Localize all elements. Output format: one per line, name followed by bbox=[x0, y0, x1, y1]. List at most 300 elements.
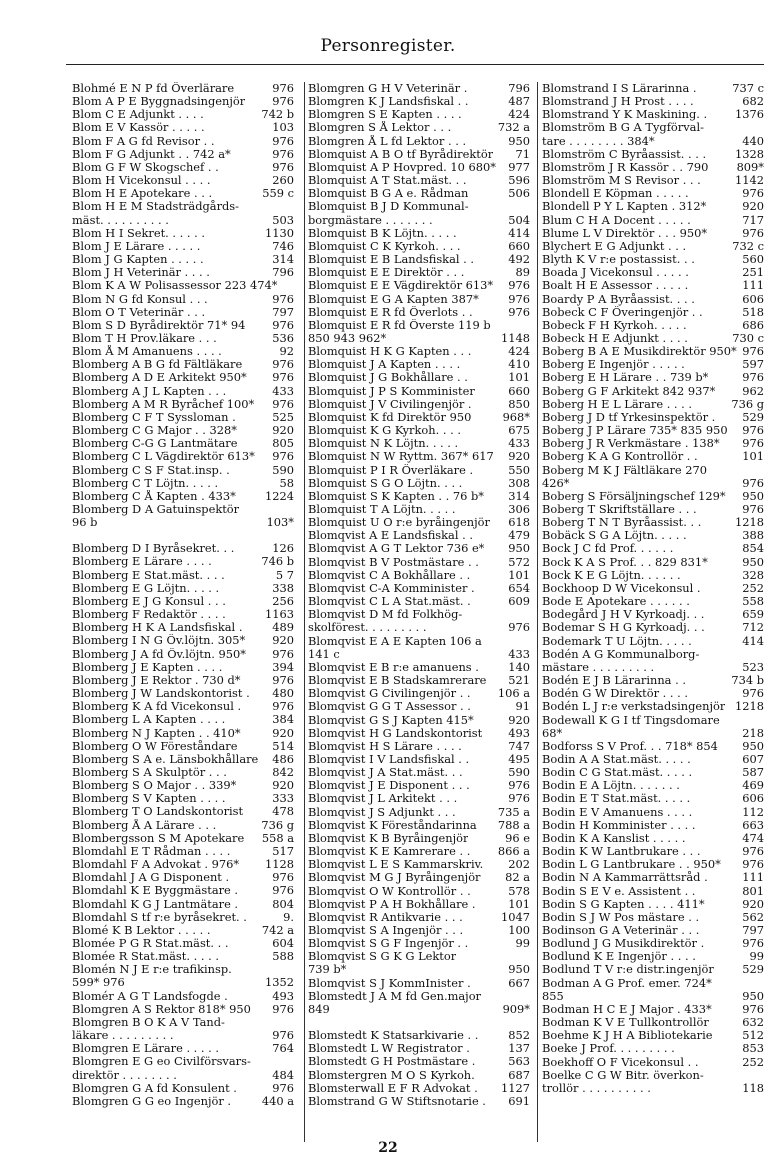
entry-name: Blomquist B G A e. Rådman bbox=[308, 187, 469, 201]
entry-name: Blomquist J G Bokhållare . . bbox=[308, 371, 468, 385]
entry-page-ref: 495 bbox=[508, 751, 530, 766]
entry-page-ref: 736 g bbox=[731, 396, 764, 411]
entry-page-ref: 503 bbox=[272, 212, 294, 227]
entry-page-ref: 1128 bbox=[265, 857, 294, 872]
entry-name: Blum C H A Docent . . . . . bbox=[542, 213, 691, 227]
entry-page-ref: 976 bbox=[272, 396, 294, 411]
entry-name: Blyth K V r:e postassist. . . bbox=[542, 253, 695, 267]
register-entry bbox=[72, 279, 294, 292]
entry-page-ref: 71 bbox=[515, 146, 530, 161]
entry-name: Blomberg C Å Kapten . 433* bbox=[72, 489, 236, 503]
entry-name: mäst. . . . . . . . . . bbox=[72, 213, 169, 227]
entry-page-ref: 529 bbox=[742, 409, 764, 424]
entry-name: Blomdahl F A Advokat . 976* bbox=[72, 858, 240, 872]
register-entry bbox=[542, 1056, 764, 1069]
entry-page-ref: 597 bbox=[742, 357, 764, 372]
register-entry bbox=[542, 135, 764, 148]
entry-page-ref: 691 bbox=[508, 1093, 530, 1108]
entry-name: Blomquist T A Löjtn. . . . . bbox=[308, 503, 456, 516]
entry-name: Blomberg A D E Arkitekt 950* bbox=[72, 371, 247, 385]
register-entry bbox=[542, 95, 764, 108]
entry-name: Blomqvist G S J Kapten 415* bbox=[308, 713, 474, 727]
entry-page-ref: 809* bbox=[736, 159, 764, 174]
register-entry bbox=[72, 371, 294, 384]
entry-page-ref: 484 bbox=[272, 1067, 294, 1082]
register-column-2 bbox=[308, 82, 530, 1142]
register-entry bbox=[308, 937, 530, 950]
entry-name: Bock K E G Löjtn. . . . . . bbox=[542, 568, 681, 582]
entry-name: Blom H Vicekonsul . . . . bbox=[72, 174, 211, 188]
entry-page-ref: 100 bbox=[508, 923, 530, 937]
entry-name: Bobeck C F Överingenjör . . bbox=[542, 305, 703, 319]
entry-name: Blomstrand I S Lärarinna . bbox=[542, 82, 697, 95]
entry-name: Blondell E Köpman . . . . . bbox=[542, 187, 689, 201]
entry-page-ref: 91 bbox=[515, 699, 530, 714]
entry-page-ref: 486 bbox=[272, 751, 294, 766]
entry-name: Blomberg H K A Landsfiskal . bbox=[72, 621, 243, 635]
register-entry bbox=[542, 582, 764, 595]
entry-page-ref: 976 bbox=[272, 646, 294, 661]
entry-page-ref: 607 bbox=[742, 751, 764, 766]
entry-page-ref: 252 bbox=[742, 1054, 764, 1069]
entry-name: Blomström C Byråassist. . . . bbox=[542, 147, 707, 161]
entry-page-ref: 202 bbox=[508, 857, 530, 872]
entry-page-ref: 842 bbox=[272, 764, 294, 779]
entry-name: Blomberg C L Vägdirektör 613* bbox=[72, 450, 255, 464]
entry-name: Blomqvist M G J Byråingenjör bbox=[308, 871, 481, 885]
entry-name: Blomée R Stat.mäst. . . . . bbox=[72, 950, 219, 964]
register-entry bbox=[72, 832, 294, 845]
entry-page-ref: 96 e bbox=[505, 830, 530, 845]
entry-name: Blomquist N W Ryttm. 367* 617 bbox=[308, 450, 494, 464]
entry-page-ref: 909* bbox=[502, 1001, 530, 1016]
register-entry bbox=[308, 200, 530, 213]
register-entry bbox=[72, 634, 294, 647]
entry-page-ref: 976 bbox=[272, 82, 294, 95]
entry-page-ref: 474 bbox=[742, 830, 764, 845]
entry-name: Bodin S J W Pos mästare . . bbox=[542, 910, 700, 924]
register-entry bbox=[542, 727, 764, 740]
register-entry bbox=[72, 924, 294, 937]
entry-page-ref: 394 bbox=[272, 659, 294, 674]
register-entry bbox=[308, 332, 530, 345]
entry-page-ref: 920 bbox=[742, 896, 764, 911]
register-entry bbox=[542, 963, 764, 976]
entry-name: Bodlund T V r:e distr.ingenjör bbox=[542, 963, 714, 977]
entry-page-ref: 550 bbox=[508, 462, 530, 477]
register-entry bbox=[542, 819, 764, 832]
register-entry bbox=[72, 1055, 294, 1068]
entry-name: Blomqvist L E S Kammarskriv. bbox=[308, 858, 484, 872]
entry-name: Blomquist N K Löjtn. . . . . bbox=[308, 437, 459, 451]
register-entry bbox=[542, 648, 764, 661]
entry-page-ref: 853 bbox=[742, 1041, 764, 1056]
entry-name: Blomstedt L W Registrator . bbox=[308, 1042, 470, 1056]
entry-page-ref: 1224 bbox=[265, 488, 294, 503]
register-entry bbox=[72, 135, 294, 148]
entry-name: Blomqvist P A H Bokhållare . bbox=[308, 897, 476, 911]
entry-page-ref: 976 bbox=[272, 883, 294, 898]
entry-page-ref: 675 bbox=[508, 423, 530, 438]
entry-name: Blomquist B K Löjtn. . . . . bbox=[308, 226, 457, 240]
entry-page-ref: 686 bbox=[742, 317, 764, 332]
register-entry bbox=[72, 477, 294, 490]
register-entry bbox=[542, 700, 764, 713]
entry-name: Blom G F W Skogschef . . bbox=[72, 160, 219, 174]
entry-page-ref: 492 bbox=[508, 252, 530, 267]
entry-name: Blomberg J A fd Öv.löjtn. 950* bbox=[72, 647, 246, 661]
entry-page-ref: 1142 bbox=[735, 173, 764, 188]
register-entry bbox=[308, 845, 530, 858]
entry-name: Blomgren Å L fd Lektor . . . bbox=[308, 134, 467, 148]
entry-page-ref: 950 bbox=[742, 554, 764, 569]
entry-page-ref: 487 bbox=[508, 94, 530, 109]
register-entry bbox=[72, 227, 294, 240]
entry-name: Bodin L G Lantbrukare . . 950* bbox=[542, 858, 721, 872]
register-entry bbox=[308, 95, 530, 108]
entry-name: 68* bbox=[542, 726, 563, 740]
entry-name: Bobeck H E Adjunkt . . . . bbox=[542, 331, 688, 345]
register-entry bbox=[308, 727, 530, 740]
header-rule bbox=[66, 64, 764, 65]
entry-name: Blomdahl E T Rådman . . . . bbox=[72, 844, 231, 858]
register-entry bbox=[542, 424, 764, 437]
entry-page-ref: 804 bbox=[272, 896, 294, 911]
register-entry bbox=[542, 950, 764, 963]
register-entry bbox=[308, 911, 530, 924]
register-entry bbox=[308, 792, 530, 805]
entry-name: Blomqvist S A Ingenjör . . . bbox=[308, 924, 464, 937]
entry-name: Blomberg O W Föreståndare bbox=[72, 739, 238, 753]
entry-name: tare . . . . . . . . 384* bbox=[542, 134, 655, 148]
entry-name: Blom F G Adjunkt . . 742 a* bbox=[72, 147, 231, 161]
entry-name: Blomberg E Stat.mäst. . . . bbox=[72, 568, 225, 582]
entry-name: Blomstedt G H Postmästare . bbox=[308, 1055, 476, 1069]
register-entry bbox=[72, 1016, 294, 1029]
entry-name: Boalt H E Assessor . . . . . bbox=[542, 279, 689, 293]
entry-page-ref: 478 bbox=[272, 804, 294, 819]
register-entry bbox=[308, 161, 530, 174]
entry-name: Boekhoff O F Vicekonsul . . bbox=[542, 1055, 699, 1069]
register-entry bbox=[72, 898, 294, 911]
register-entry bbox=[72, 963, 294, 976]
entry-page-ref: 950 bbox=[508, 962, 530, 977]
entry-name: Blomquist E G A Kapten 387* bbox=[308, 292, 479, 306]
entry-page-ref: 101 bbox=[508, 567, 530, 582]
register-entry bbox=[542, 174, 764, 187]
entry-page-ref: 976 bbox=[272, 672, 294, 687]
register-entry bbox=[72, 332, 294, 345]
entry-page-ref: 730 c bbox=[732, 330, 764, 345]
register-entry bbox=[542, 464, 764, 477]
register-entry bbox=[72, 713, 294, 726]
register-entry bbox=[542, 529, 764, 542]
register-entry bbox=[308, 1029, 530, 1042]
register-entry bbox=[72, 595, 294, 608]
entry-page-ref bbox=[761, 977, 764, 990]
entry-name: Blomberg I N G Öv.löjtn. 305* bbox=[72, 634, 246, 648]
register-entry bbox=[542, 911, 764, 924]
entry-name: Bodin H Komminister . . . . bbox=[542, 818, 696, 832]
entry-name: Blomquist E B Landsfiskal . . bbox=[308, 253, 475, 267]
entry-name: Blomgren K J Landsfiskal . . bbox=[308, 95, 469, 109]
entry-page-ref: 328 bbox=[742, 567, 764, 582]
entry-name: Boberg H E L Lärare . . . . bbox=[542, 397, 693, 411]
entry-name: Blom J E Lärare . . . . . bbox=[72, 239, 201, 253]
entry-name: Blomdahl S tf r:e byråsekret. . bbox=[72, 910, 247, 924]
entry-name: Blomqvist A G T Lektor 736 e* bbox=[308, 542, 485, 556]
entry-page-ref: 58 bbox=[279, 475, 294, 490]
register-entry bbox=[72, 398, 294, 411]
entry-page-ref: 976 bbox=[508, 291, 530, 306]
entry-name: Bobäck S G A Löjtn. . . . . bbox=[542, 529, 687, 543]
register-entry bbox=[72, 911, 294, 924]
entry-page-ref: 920 bbox=[272, 633, 294, 648]
register-entry bbox=[542, 779, 764, 792]
entry-page-ref: 140 bbox=[508, 659, 530, 674]
entry-page-ref bbox=[291, 200, 294, 213]
entry-page-ref: 256 bbox=[272, 593, 294, 608]
entry-name: Boehme K J H A Bibliotekarie bbox=[542, 1029, 713, 1043]
register-entry bbox=[308, 1082, 530, 1095]
entry-name: Blom J H Veterinär . . . . bbox=[72, 266, 210, 280]
register-columns bbox=[72, 82, 762, 1146]
entry-name: Bock K A S Prof. . . 829 831* bbox=[542, 555, 708, 569]
entry-name: Bodin E T Stat.mäst. . . . . bbox=[542, 792, 691, 806]
register-entry bbox=[72, 424, 294, 437]
register-entry bbox=[308, 1016, 530, 1029]
entry-page-ref bbox=[761, 648, 764, 661]
register-entry bbox=[72, 148, 294, 161]
entry-name: Boberg J D tf Yrkesinspektör . bbox=[542, 410, 716, 424]
entry-page-ref: 976 bbox=[272, 1001, 294, 1016]
register-entry bbox=[72, 358, 294, 371]
entry-name: Blomqvist E A E Kapten 106 a bbox=[308, 634, 482, 648]
entry-name: Blomquist U O r:e byråingenjör bbox=[308, 516, 490, 530]
register-entry bbox=[72, 464, 294, 477]
entry-page-ref: 976 bbox=[508, 304, 530, 319]
entry-page-ref: 410 bbox=[508, 357, 530, 372]
register-entry bbox=[308, 700, 530, 713]
register-entry bbox=[308, 306, 530, 319]
entry-page-ref: 976 bbox=[742, 436, 764, 451]
register-entry bbox=[72, 187, 294, 200]
entry-page-ref: 260 bbox=[272, 173, 294, 188]
entry-name: Blombergsson S M Apotekare bbox=[72, 831, 245, 845]
register-entry bbox=[72, 845, 294, 858]
register-entry bbox=[308, 411, 530, 424]
entry-name: Blomberg C G Major . . 328* bbox=[72, 424, 237, 438]
entry-page-ref: 746 bbox=[272, 238, 294, 253]
register-entry bbox=[542, 293, 764, 306]
entry-name: Blom E V Kassör . . . . . bbox=[72, 121, 205, 135]
register-entry bbox=[72, 266, 294, 279]
entry-name: Blychert E G Adjunkt . . . bbox=[542, 239, 687, 253]
entry-page-ref: 480 bbox=[272, 686, 294, 701]
entry-name: Blomqvist B V Postmästare . . bbox=[308, 555, 479, 569]
entry-page-ref: 433 bbox=[508, 646, 530, 661]
register-entry bbox=[542, 279, 764, 292]
register-entry bbox=[542, 371, 764, 384]
entry-name: Boberg B A E Musikdirektör 950* bbox=[542, 345, 737, 359]
entry-page-ref: 433 bbox=[272, 383, 294, 398]
register-entry bbox=[72, 792, 294, 805]
register-entry bbox=[308, 516, 530, 529]
entry-name: Blume L V Direktör . . . 950* bbox=[542, 226, 708, 240]
register-entry bbox=[542, 687, 764, 700]
entry-name: Blomqvist S G K G Lektor bbox=[308, 950, 457, 964]
entry-page-ref bbox=[761, 121, 764, 134]
entry-name: Blomquist E R fd Överste 119 b bbox=[308, 318, 491, 332]
register-entry bbox=[308, 293, 530, 306]
register-entry bbox=[72, 240, 294, 253]
entry-page-ref: 735 a bbox=[497, 804, 530, 819]
entry-name: borgmästare . . . . . . . bbox=[308, 213, 433, 227]
entry-page-ref bbox=[761, 714, 764, 727]
entry-name: Blomqvist R Antikvarie . . . bbox=[308, 910, 463, 924]
entry-page-ref: 521 bbox=[508, 673, 530, 688]
entry-name: Blomström J R Kassör . . 790 bbox=[542, 160, 709, 174]
entry-name: Bodman K V E Tullkontrollör bbox=[542, 1016, 709, 1030]
entry-page-ref: 976 bbox=[272, 1028, 294, 1043]
entry-name: Blomqvist K B Byråingenjör bbox=[308, 831, 469, 845]
register-entry bbox=[542, 858, 764, 871]
entry-page-ref: 308 bbox=[508, 475, 530, 490]
entry-name: Blomquist H K G Kapten . . . bbox=[308, 345, 472, 359]
register-entry bbox=[72, 306, 294, 319]
entry-page-ref: 920 bbox=[272, 423, 294, 438]
register-entry bbox=[72, 976, 294, 989]
entry-page-ref: 976 bbox=[742, 936, 764, 951]
entry-name: Blom F A G fd Revisor . . bbox=[72, 134, 215, 148]
entry-name: Blom H E Apotekare . . . bbox=[72, 187, 213, 201]
entry-name: 855 bbox=[542, 989, 564, 1003]
entry-page-ref: 493 bbox=[272, 988, 294, 1003]
entry-name: Blomgren G G eo Ingenjör . bbox=[72, 1094, 232, 1108]
entry-name: Blomberg D A Gatuinspektör bbox=[72, 503, 240, 516]
entry-name: trollör . . . . . . . . . . bbox=[542, 1081, 651, 1095]
entry-name: Bodin E V Amanuens . . . . bbox=[542, 805, 693, 819]
entry-name: Blom C E Adjunkt . . . . bbox=[72, 108, 204, 122]
entry-name: Bodlund J G Musikdirektör . bbox=[542, 937, 705, 951]
entry-name: Bodin K W Lantbrukare . . . bbox=[542, 845, 701, 859]
entry-page-ref: 866 a bbox=[497, 844, 530, 859]
register-entry bbox=[308, 371, 530, 384]
register-entry bbox=[308, 753, 530, 766]
entry-name: Blomberg Å A Lärare . . . bbox=[72, 818, 217, 832]
entry-page-ref: 796 bbox=[508, 82, 530, 95]
entry-name: Blomberg C-G G Lantmätare bbox=[72, 437, 238, 451]
entry-name: Blomstergren M O S Kyrkoh. bbox=[308, 1068, 475, 1082]
entry-name: skolförest. . . . . . . . . bbox=[308, 621, 427, 635]
entry-name: Blom N G fd Konsul . . . bbox=[72, 292, 208, 306]
entry-page-ref: 976 bbox=[272, 94, 294, 109]
register-entry bbox=[542, 398, 764, 411]
register-entry bbox=[542, 240, 764, 253]
entry-name: Blom T H Prov.läkare . . . bbox=[72, 331, 217, 345]
entry-name: Blomquist A B O tf Byrådirektör bbox=[308, 147, 494, 161]
entry-name: Blomgren G H V Veterinär . bbox=[308, 82, 468, 95]
register-entry bbox=[72, 1069, 294, 1082]
register-entry bbox=[308, 240, 530, 253]
entry-name: Bodin A A Stat.mäst. . . . . bbox=[542, 752, 691, 766]
entry-name: direktör . . . . . . . . bbox=[72, 1068, 177, 1082]
entry-page-ref: 92 bbox=[279, 344, 294, 359]
register-entry bbox=[308, 529, 530, 542]
entry-page-ref: 489 bbox=[272, 620, 294, 635]
entry-name: Bodlund K E Ingenjör . . . . bbox=[542, 950, 696, 964]
entry-name: Blomquist E R fd Överlots . . bbox=[308, 305, 473, 319]
entry-page-ref bbox=[527, 635, 530, 648]
entry-name: Blomqvist G Civilingenjör . . bbox=[308, 687, 471, 701]
entry-name: Blomgren E Lärare . . . . . bbox=[72, 1042, 220, 1056]
register-entry bbox=[308, 661, 530, 674]
entry-name: Blomberg E J G Konsul . . . bbox=[72, 594, 226, 608]
entry-name: Bodewall K G I tf Tingsdomare bbox=[542, 713, 720, 727]
entry-page-ref: 103 bbox=[272, 120, 294, 135]
register-entry bbox=[72, 161, 294, 174]
register-entry bbox=[542, 806, 764, 819]
entry-name: Blomberg S O Major . . 339* bbox=[72, 779, 237, 793]
page-title: Personregister. bbox=[320, 36, 456, 56]
entry-page-ref: 746 b bbox=[261, 554, 294, 569]
entry-name: Blomqvist J E Disponent . . . bbox=[308, 779, 470, 793]
register-entry bbox=[72, 319, 294, 332]
register-entry bbox=[72, 950, 294, 963]
register-entry bbox=[308, 858, 530, 871]
entry-name: Blomquist A T Stat.mäst. . . bbox=[308, 174, 467, 188]
register-entry bbox=[72, 805, 294, 818]
entry-name: Blomberg S V Kapten . . . . bbox=[72, 792, 226, 806]
entry-name: Bodin S G Kapten . . . . 411* bbox=[542, 897, 705, 911]
register-entry bbox=[308, 464, 530, 477]
register-entry bbox=[542, 82, 764, 95]
entry-name: Bodén G W Direktör . . . . bbox=[542, 687, 688, 701]
register-entry bbox=[542, 411, 764, 424]
entry-page-ref: 506 bbox=[508, 186, 530, 201]
entry-name: Blomberg C T Löjtn. . . . . bbox=[72, 476, 219, 490]
register-entry bbox=[308, 503, 530, 516]
entry-page-ref: 632 bbox=[742, 1015, 764, 1030]
entry-page-ref: 682 bbox=[742, 94, 764, 109]
register-entry bbox=[308, 253, 530, 266]
entry-name: Blomquist K G Kyrkoh. . . . bbox=[308, 424, 461, 438]
register-entry bbox=[308, 806, 530, 819]
entry-page-ref: 1148 bbox=[501, 330, 530, 345]
register-entry bbox=[308, 621, 530, 634]
entry-page-ref: 660 bbox=[508, 383, 530, 398]
register-entry bbox=[542, 885, 764, 898]
entry-page-ref: 976 bbox=[508, 620, 530, 635]
entry-page-ref: 572 bbox=[508, 554, 530, 569]
entry-page-ref: 968* bbox=[502, 409, 530, 424]
entry-name: Blomqvist K E Kamrerare . . bbox=[308, 845, 471, 859]
entry-page-ref: 742 a bbox=[261, 922, 294, 937]
entry-page-ref: 1127 bbox=[501, 1080, 530, 1095]
register-entry bbox=[542, 450, 764, 463]
entry-page-ref: 562 bbox=[742, 909, 764, 924]
entry-name: Boardy P A Byråassist. . . . bbox=[542, 292, 695, 306]
entry-name: Blomberg L A Kapten . . . . bbox=[72, 713, 226, 727]
entry-name: Blomquist S G O Löjtn. . . . bbox=[308, 476, 463, 490]
register-entry bbox=[308, 635, 530, 648]
entry-page-ref: 734 b bbox=[731, 673, 764, 688]
entry-page-ref: 976 bbox=[742, 423, 764, 438]
register-entry bbox=[308, 450, 530, 463]
register-entry bbox=[542, 306, 764, 319]
entry-name: Blomstrand Y K Maskining. . bbox=[542, 108, 708, 122]
entry-page-ref: 5 7 bbox=[275, 567, 294, 582]
